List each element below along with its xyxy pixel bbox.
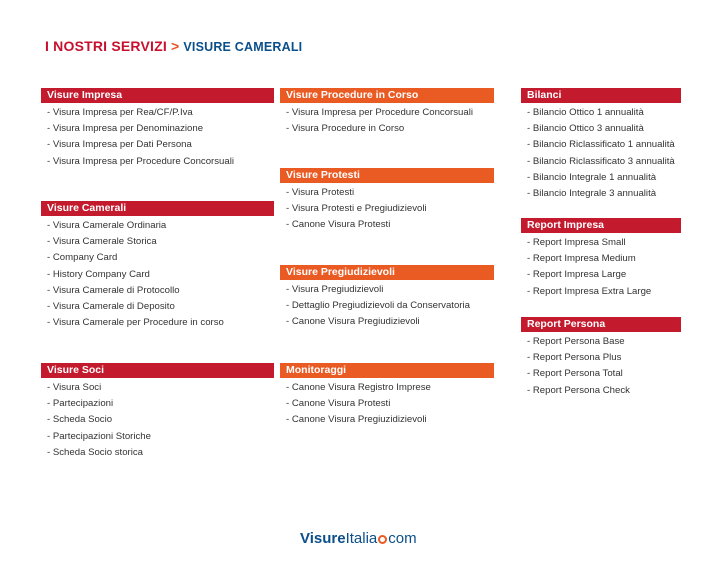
list-item: - Visura Soci — [47, 382, 102, 393]
title-separator: > — [170, 38, 180, 54]
section-visure-procedure — [280, 88, 494, 137]
logo-part3: com — [388, 530, 417, 547]
list-item: - Visura Pregiudizievoli — [286, 284, 384, 295]
section-visure-soci — [41, 363, 274, 461]
list-item: - Report Persona Check — [527, 384, 630, 396]
list-item: - Visura Impresa per Procedure Concorsuali — [47, 155, 234, 167]
list-item: - Scheda Socio storica — [47, 446, 143, 458]
list-item: - Partecipazioni Storiche — [47, 430, 151, 442]
list-item: - Visura Impresa per Procedure Concorsuali — [286, 107, 473, 118]
section-header: Visure Pregiudizievoli — [280, 265, 494, 280]
list-item: - Bilancio Riclassificato 3 annualità — [527, 155, 675, 167]
list-item: - Report Impresa Medium — [527, 253, 636, 265]
section-visure-camerali — [41, 201, 274, 331]
logo-part1: Visure — [300, 530, 346, 547]
list-item: - Canone Visura Pregiuzidizievoli — [286, 414, 427, 426]
section-visure-protesti — [280, 168, 494, 234]
list-item: - Visura Protesti — [286, 187, 355, 198]
list-item: - Bilancio Ottico 3 annualità — [527, 123, 644, 135]
list-item: - Visura Camerale Storica — [47, 236, 157, 248]
list-item: - Canone Visura Protesti — [286, 219, 391, 231]
title-main: I NOSTRI SERVIZI — [45, 38, 167, 54]
section-header: Bilanci — [521, 88, 681, 103]
section-monitoraggi — [280, 363, 494, 429]
page-title — [45, 38, 302, 54]
list-item: - Report Persona Plus — [527, 352, 622, 364]
section-header: Report Impresa — [521, 218, 681, 233]
list-item: - Report Persona Base — [527, 336, 625, 347]
logo-part2: Italia — [345, 530, 378, 547]
list-item: - Canone Visura Registro Imprese — [286, 382, 431, 393]
section-header: Visure Protesti — [280, 168, 494, 183]
section-header: Report Persona — [521, 317, 681, 332]
list-item: - Bilancio Integrale 3 annualità — [527, 187, 657, 199]
section-header: Visure Soci — [41, 363, 274, 378]
list-item: - History Company Card — [47, 268, 150, 280]
section-bilanci — [521, 88, 681, 202]
list-item: - Partecipazioni — [47, 398, 114, 410]
list-item: - Canone Visura Protesti — [286, 398, 391, 410]
magnifier-icon — [378, 535, 387, 544]
list-item: - Visura Camerale di Protocollo — [47, 284, 180, 296]
list-item: - Scheda Socio — [47, 414, 113, 426]
list-item: - Visura Impresa per Rea/CF/P.Iva — [47, 107, 193, 118]
title-sub: VISURE CAMERALI — [183, 40, 303, 54]
list-item: - Bilancio Integrale 1 annualità — [527, 171, 657, 183]
visureitalia-logo — [300, 530, 417, 547]
list-item: - Report Impresa Large — [527, 269, 627, 281]
list-item: - Company Card — [47, 252, 118, 264]
list-item: - Visura Camerale di Deposito — [47, 300, 175, 312]
list-item: - Report Impresa Small — [527, 237, 626, 248]
list-item: - Visura Camerale per Procedure in corso — [47, 317, 224, 329]
list-item: - Canone Visura Pregiudizievoli — [286, 316, 420, 328]
list-item: - Report Persona Total — [527, 368, 623, 380]
section-header: Visure Camerali — [41, 201, 274, 216]
section-visure-impresa — [41, 88, 274, 170]
list-item: - Visura Impresa per Denominazione — [47, 123, 204, 135]
list-item: - Report Impresa Extra Large — [527, 285, 652, 297]
list-item: - Visura Camerale Ordinaria — [47, 220, 167, 231]
list-item: - Visura Protesti e Pregiudizievoli — [286, 203, 427, 215]
list-item: - Bilancio Riclassificato 1 annualità — [527, 139, 675, 151]
list-item: - Visura Impresa per Dati Persona — [47, 139, 192, 151]
section-visure-pregiudizievoli — [280, 265, 494, 331]
section-report-persona — [521, 317, 681, 399]
section-header: Monitoraggi — [280, 363, 494, 378]
list-item: - Bilancio Ottico 1 annualità — [527, 107, 644, 118]
list-item: - Dettaglio Pregiudizievoli da Conservatoria — [286, 300, 470, 312]
section-header: Visure Impresa — [41, 88, 274, 103]
section-header: Visure Procedure in Corso — [280, 88, 494, 103]
section-report-impresa — [521, 218, 681, 300]
list-item: - Visura Procedure in Corso — [286, 123, 405, 135]
